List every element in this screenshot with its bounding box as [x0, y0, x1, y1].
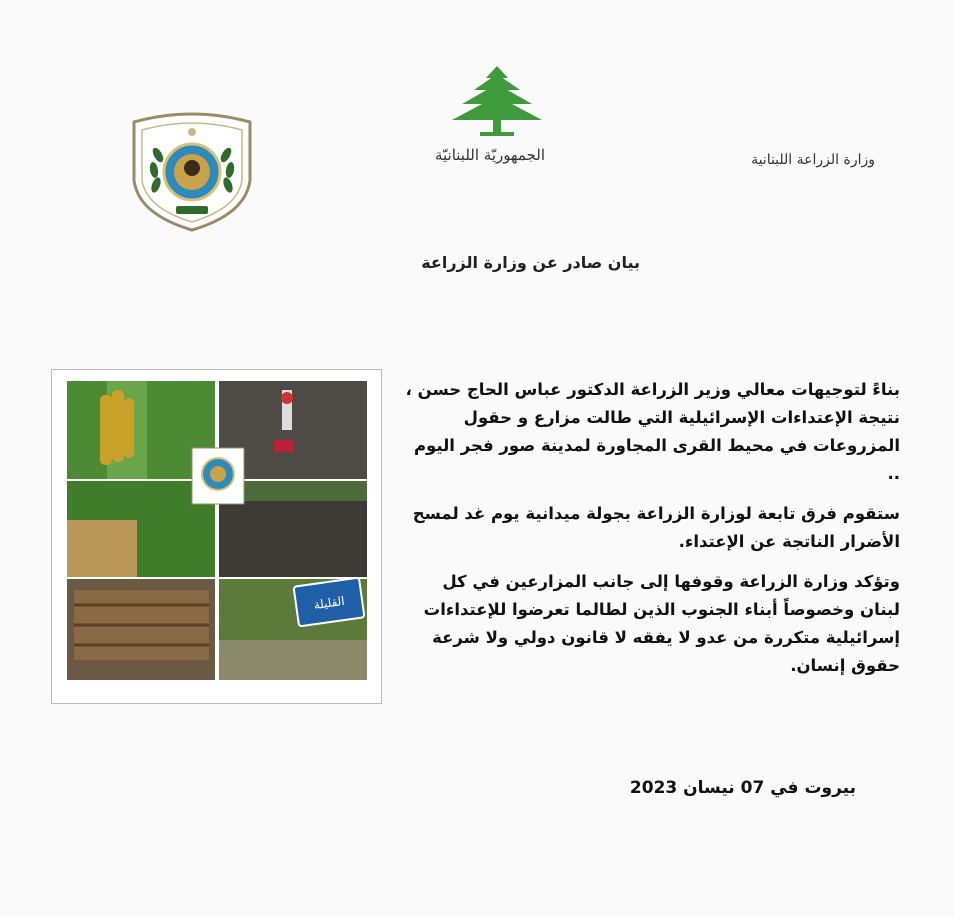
ministry-seal	[128, 110, 256, 232]
ministry-name: وزارة الزراعة اللبنانية	[751, 152, 875, 168]
collage-image	[52, 370, 381, 703]
document-title: بيان صادر عن وزارة الزراعة	[421, 253, 640, 272]
ministry-seal-icon	[128, 110, 256, 232]
cedar-emblem	[450, 64, 544, 142]
paragraph-1: بناءً لتوجيهات معالي وزير الزراعة الدكتور عباس الحاج حسن ، نتيجة الإعتداءات الإسرائيلية التي طالت مزارع و حقول المزروعات في محيط القرى المجاورة لمدينة صور فجر اليوم ..	[405, 380, 900, 483]
photo-collage	[51, 369, 382, 704]
field-sign-text: القليلة	[312, 593, 346, 613]
paragraph-3: وتؤكد وزارة الزراعة وقوفها إلى جانب المزارعين في كل لبنان وخصوصاً أبناء الجنوب الذين لطالما تعرضوا للإعتداءات إسرائيلية متكررة من عدو لا يفقه لا قانون دولي ولا شرعة حقوق إنسان.	[423, 572, 900, 675]
paragraph-2: ستقوم فرق تابعة لوزارة الزراعة بجولة ميدانية يوم غد لمسح الأضرار الناتجة عن الإعتداء.	[412, 504, 900, 551]
dateline: بيروت في 07 نيسان 2023	[629, 778, 856, 798]
republic-label: الجمهوريّة اللبنانيّة	[434, 146, 546, 164]
statement-body	[400, 376, 900, 692]
cedar-tree-icon	[450, 64, 544, 142]
